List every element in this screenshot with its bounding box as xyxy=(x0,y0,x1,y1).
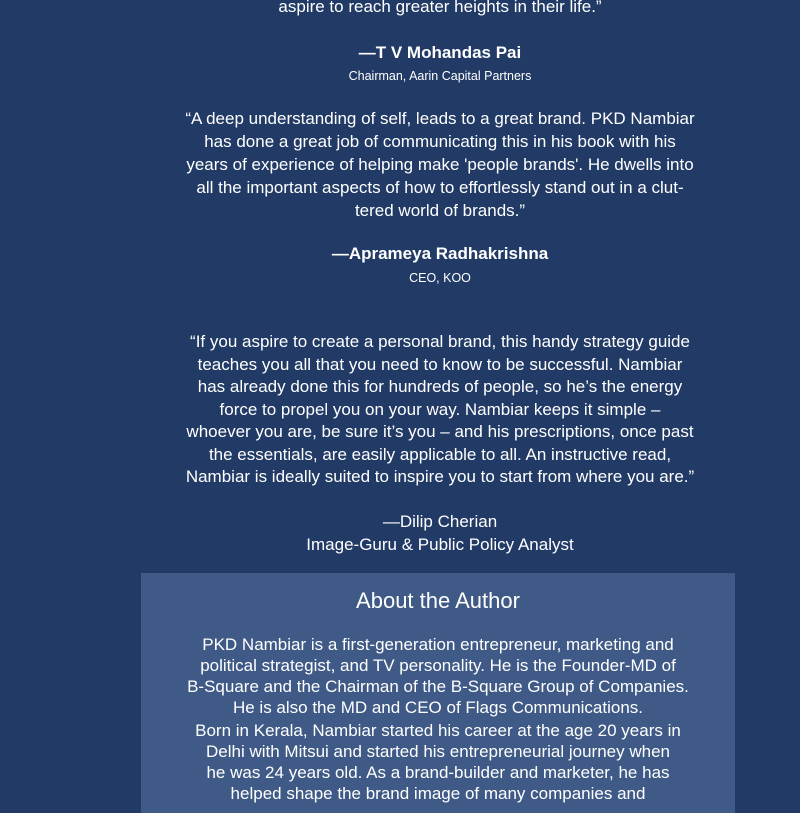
about-author-heading: About the Author xyxy=(356,588,520,613)
quote-line: all the important aspects of how to effortlessly stand out in a clut- xyxy=(196,178,684,197)
bio-line: political strategist, and TV personality. He is the Founder-MD of xyxy=(200,656,676,675)
quote-line: tered world of brands.” xyxy=(354,201,526,220)
quote-line: teaches you all that you need to know to be successful. Nambiar xyxy=(197,355,683,374)
quote-line: force to propel you on your way. Nambiar keeps it simple – xyxy=(219,400,661,419)
quote-line: “A deep understanding of self, leads to a great brand. PKD Nambiar xyxy=(185,109,695,128)
testimonial-author-role: Chairman, Aarin Capital Partners xyxy=(348,69,532,83)
quote-line: Nambiar is ideally suited to inspire you to start from where you are.” xyxy=(185,467,695,486)
bio-line: helped shape the brand image of many companies and xyxy=(230,784,646,803)
quote-line: whoever you are, be sure it’s you – and his prescriptions, once past xyxy=(186,422,694,441)
bio-line: He is also the MD and CEO of Flags Communications. xyxy=(232,698,644,717)
quote-line: “If you aspire to create a personal brand, this handy strategy guide xyxy=(190,332,690,351)
testimonial-author-name: —Aprameya Radhakrishna xyxy=(331,244,549,263)
quote-line: has already done this for hundreds of people, so he’s the energy xyxy=(197,377,683,396)
bio-line: PKD Nambiar is a first-generation entrepreneur, marketing and xyxy=(202,635,674,654)
bio-line: he was 24 years old. As a brand-builder and marketer, he has xyxy=(206,763,670,782)
quote-line: years of experience of helping make 'people brands'. He dwells into xyxy=(186,155,694,174)
bio-line: Born in Kerala, Nambiar started his career at the age 20 years in xyxy=(195,721,681,740)
quote-line: aspire to reach greater heights in their life.” xyxy=(278,0,602,16)
testimonial-author-role: Image-Guru & Public Policy Analyst xyxy=(306,535,574,554)
bio-line: B-Square and the Chairman of the B-Square Group of Companies. xyxy=(187,677,689,696)
testimonial-author-name: —Dilip Cherian xyxy=(382,512,498,531)
testimonial-author-role: CEO, KOO xyxy=(409,271,471,285)
quote-line: the essentials, are easily applicable to all. An instructive read, xyxy=(208,445,672,464)
about-author-panel xyxy=(141,573,735,813)
bio-line: Delhi with Mitsui and started his entrepreneurial journey when xyxy=(206,742,670,761)
testimonial-author-name: —T V Mohandas Pai xyxy=(358,43,522,62)
quote-line: has done a great job of communicating this in his book with his xyxy=(204,132,676,151)
